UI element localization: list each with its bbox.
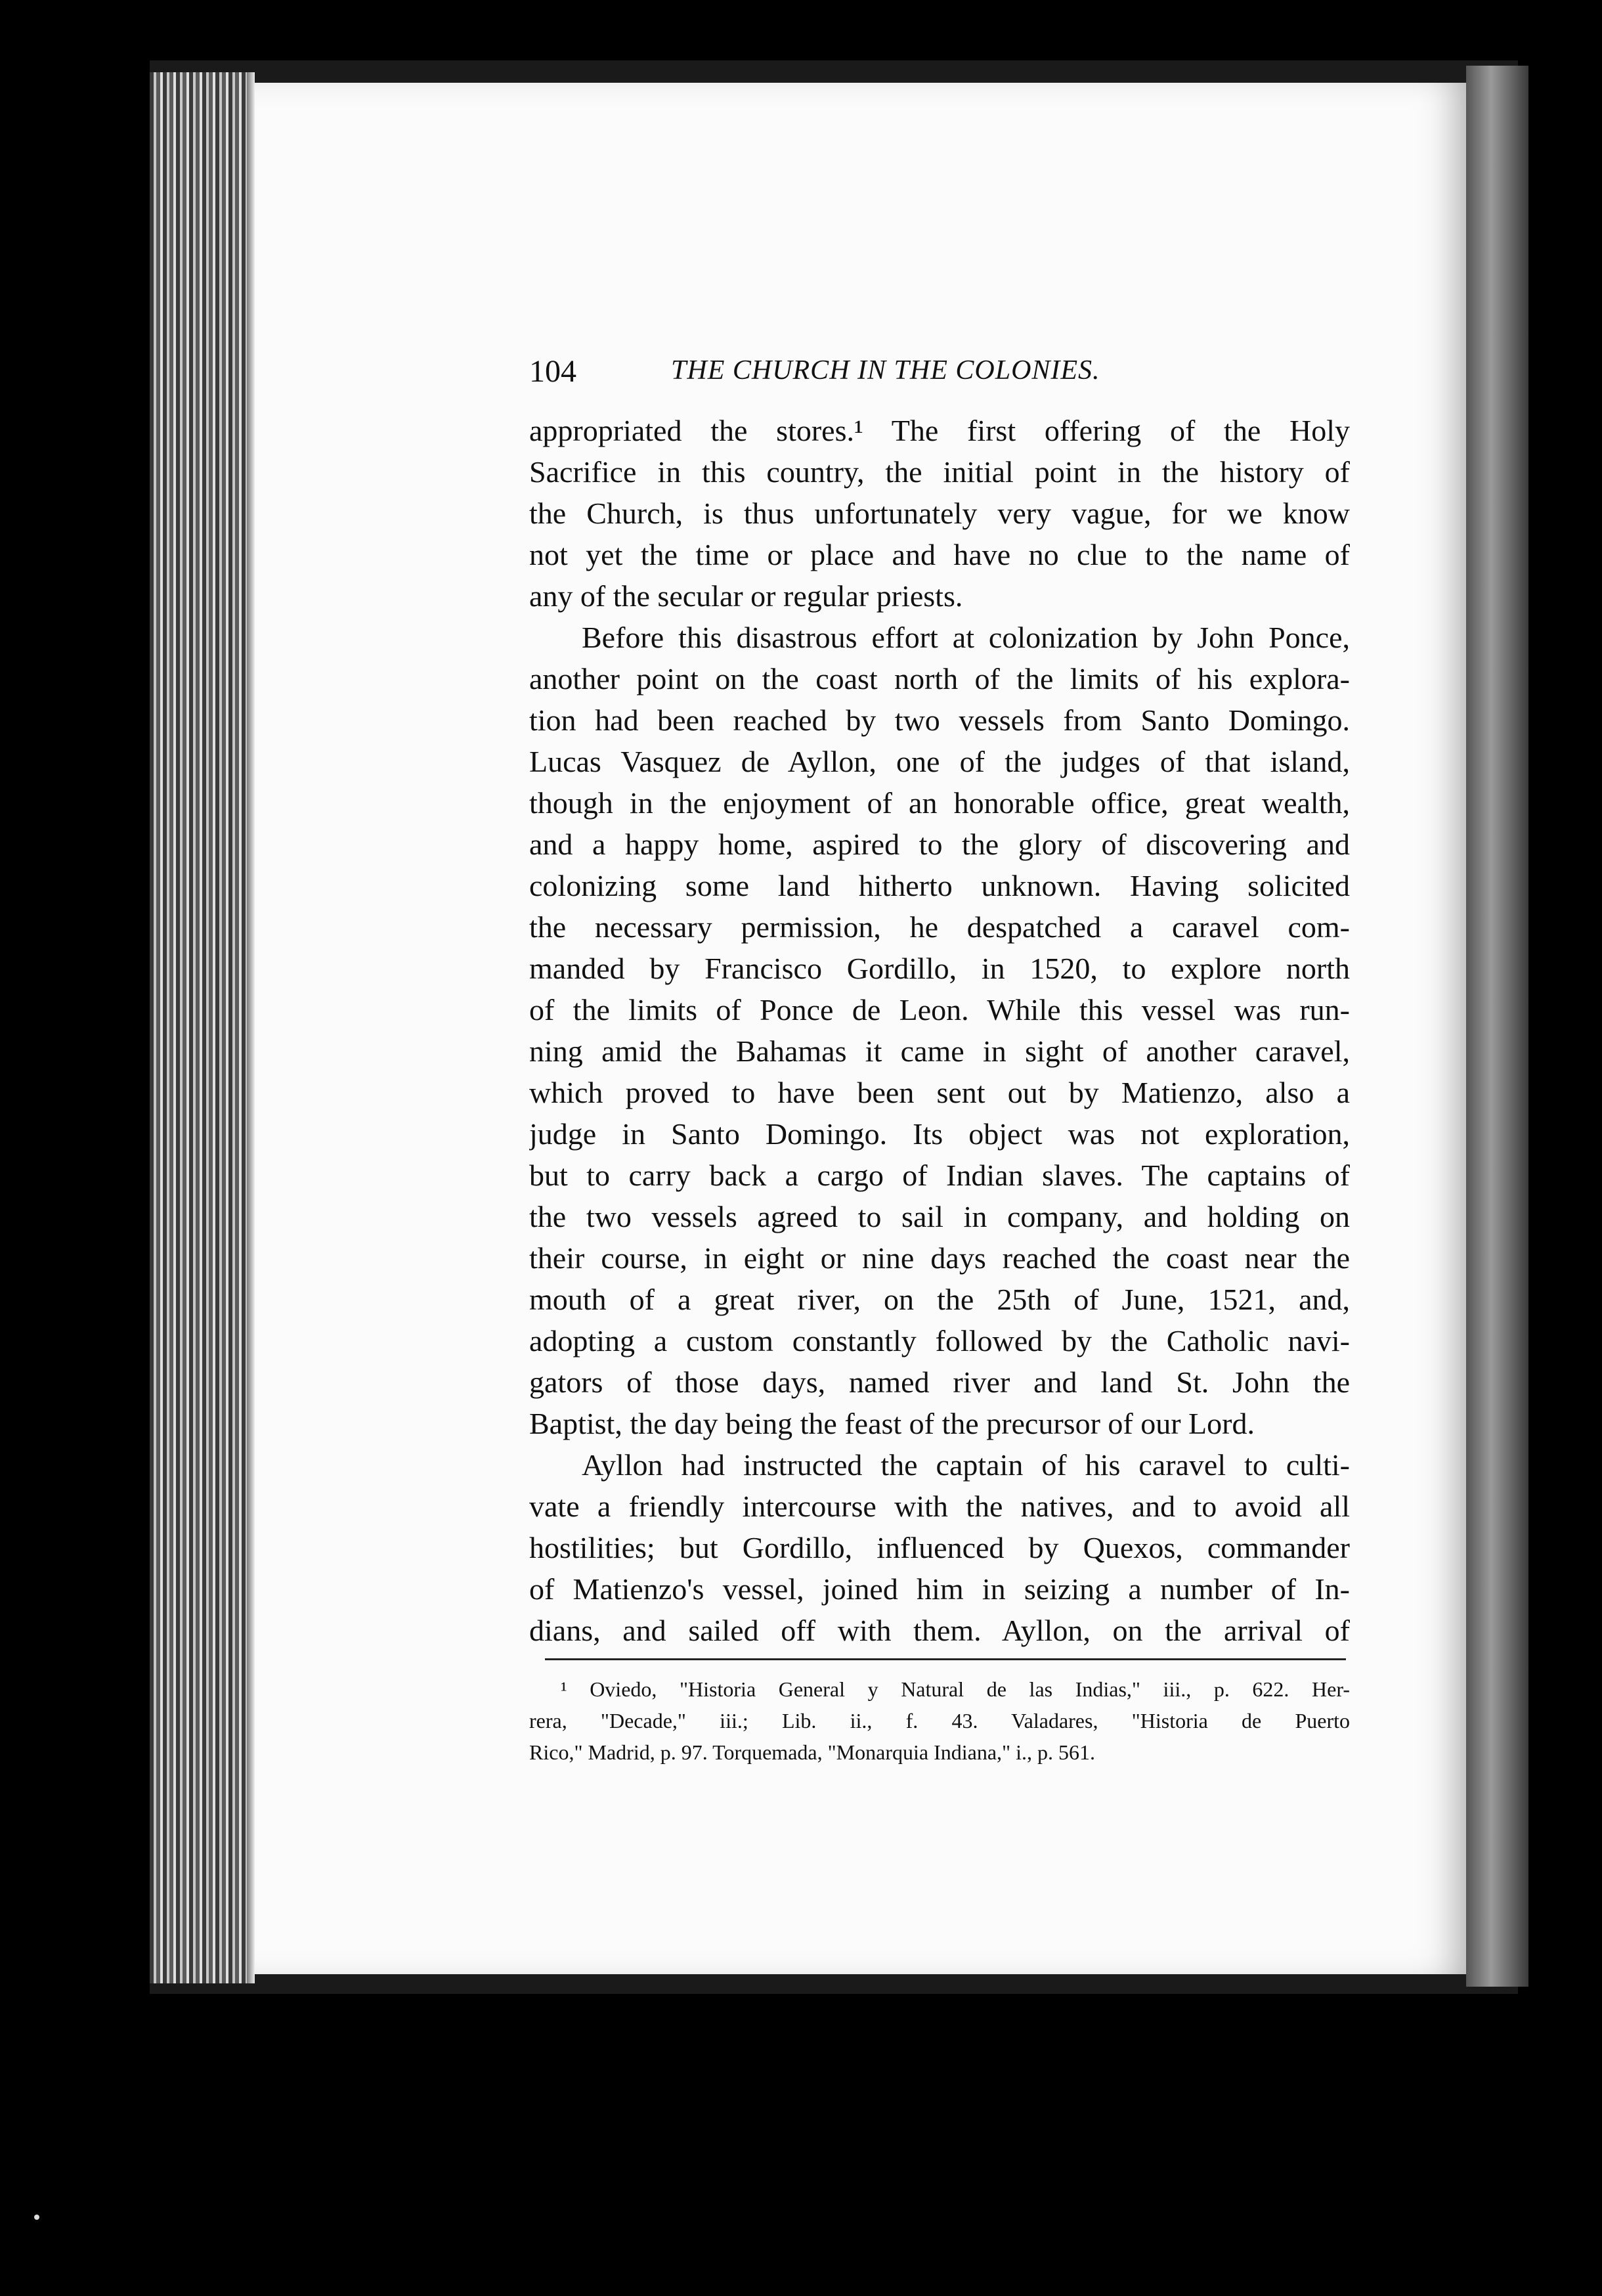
right-page-edge-shadow xyxy=(1466,66,1528,1987)
body-line: the Church, is thus unfortunately very vague, for we know xyxy=(529,497,1350,530)
scan-speck xyxy=(34,2215,39,2220)
body-line: appropriated the stores.¹ The first offering of the Holy xyxy=(529,414,1350,447)
body-line: gators of those days, named river and land St. John the xyxy=(529,1365,1350,1399)
body-line: which proved to have been sent out by Matienzo, also a xyxy=(529,1076,1350,1109)
page-number: 104 xyxy=(529,354,576,389)
body-line: mouth of a great river, on the 25th of June, 1521, and, xyxy=(529,1283,1350,1316)
body-line: not yet the time or place and have no clue to the name of xyxy=(529,538,1350,571)
body-line: hostilities; but Gordillo, influenced by Quexos, commander xyxy=(529,1531,1350,1564)
body-line: Sacrifice in this country, the initial point in the history of xyxy=(529,455,1350,489)
page-header xyxy=(529,353,1356,401)
body-line: adopting a custom constantly followed by the Catholic navi- xyxy=(529,1324,1350,1358)
body-line: and a happy home, aspired to the glory of discovering and xyxy=(529,828,1350,861)
body-line: the two vessels agreed to sail in company, and holding on xyxy=(529,1200,1350,1233)
running-title: THE CHURCH IN THE COLONIES. xyxy=(671,355,1100,386)
body-line: their course, in eight or nine days reached the coast near the xyxy=(529,1241,1350,1275)
body-line: Before this disastrous effort at colonization by John Ponce, xyxy=(582,621,1350,654)
body-line: Baptist, the day being the feast of the precursor of our Lord. xyxy=(529,1407,1255,1440)
body-line: Ayllon had instructed the captain of his caravel to culti- xyxy=(582,1448,1350,1482)
body-line: of Matienzo's vessel, joined him in seizing a number of In- xyxy=(529,1572,1350,1606)
body-line: but to carry back a cargo of Indian slaves. The captains of xyxy=(529,1159,1350,1192)
footnote-line: ¹ Oviedo, "Historia General y Natural de las Indias," iii., p. 622. Her- xyxy=(561,1677,1350,1701)
body-line: the necessary permission, he despatched a caravel com- xyxy=(529,910,1350,944)
body-text xyxy=(529,410,1350,1651)
body-line: though in the enjoyment of an honorable office, great wealth, xyxy=(529,786,1350,820)
footnote-rule xyxy=(545,1658,1346,1660)
body-line: any of the secular or regular priests. xyxy=(529,579,963,613)
body-line: dians, and sailed off with them. Ayllon, on the arrival of xyxy=(529,1614,1350,1647)
body-line: manded by Francisco Gordillo, in 1520, to explore north xyxy=(529,952,1350,985)
body-line: ning amid the Bahamas it came in sight of another caravel, xyxy=(529,1034,1350,1068)
footnotes xyxy=(529,1673,1350,1768)
footnote-line: Rico," Madrid, p. 97. Torquemada, "Monarquia Indiana," i., p. 561. xyxy=(529,1740,1095,1764)
body-line: Lucas Vasquez de Ayllon, one of the judges of that island, xyxy=(529,745,1350,778)
body-line: another point on the coast north of the limits of his explora- xyxy=(529,662,1350,695)
body-line: vate a friendly intercourse with the natives, and to avoid all xyxy=(529,1490,1350,1523)
page-edges-left xyxy=(150,72,255,1983)
body-line: colonizing some land hitherto unknown. Having solicited xyxy=(529,869,1350,902)
page-gutter-seam xyxy=(247,72,255,1983)
footnote-line: rera, "Decade," iii.; Lib. ii., f. 43. Valadares, "Historia de Puerto xyxy=(529,1709,1350,1733)
body-line: judge in Santo Domingo. Its object was not exploration, xyxy=(529,1117,1350,1151)
body-line: tion had been reached by two vessels from Santo Domingo. xyxy=(529,703,1350,737)
body-line: of the limits of Ponce de Leon. While this vessel was run- xyxy=(529,993,1350,1027)
